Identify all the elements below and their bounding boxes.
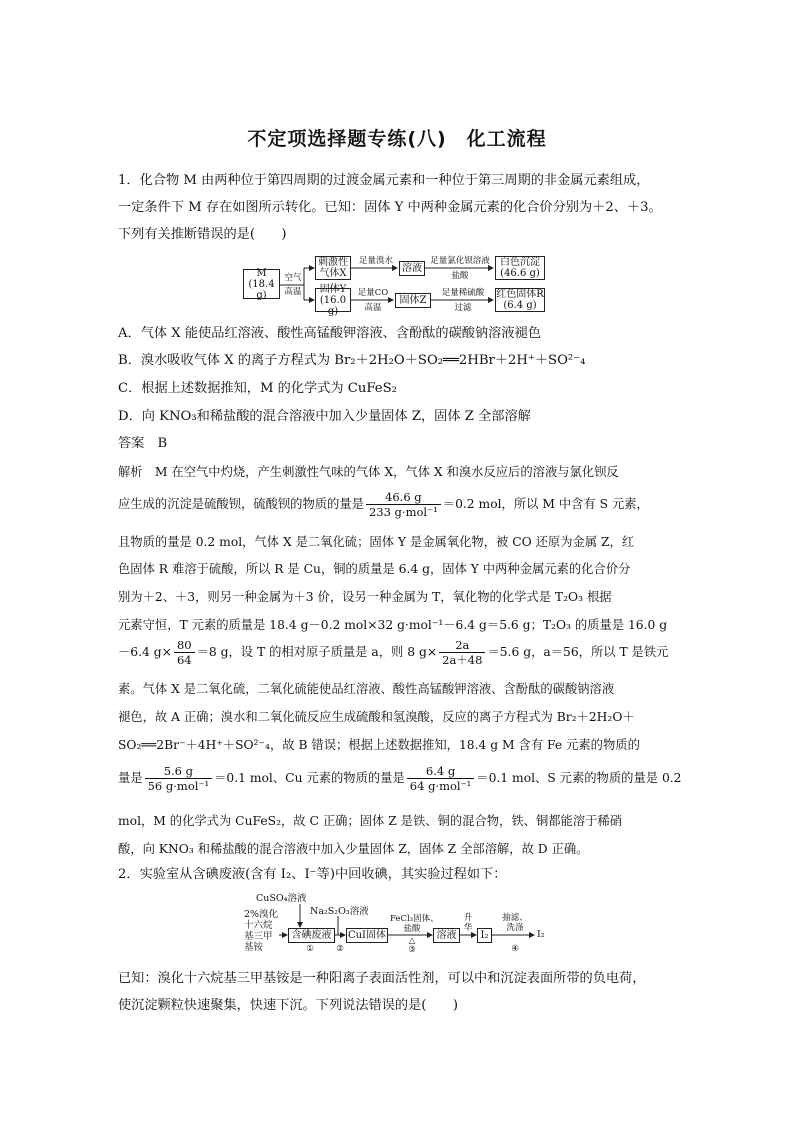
analysis-line-6: 元素守恒，T 元素的质量是 18.4 g－0.2 mol×32 g·mol⁻¹－6.4 g＝5.6 g；T₂O₃ 的质量是 16.0 g: [118, 618, 668, 632]
fraction: [439, 638, 485, 667]
fraction-denominator: 64 g·mol⁻¹: [409, 779, 472, 793]
analysis-text: ＝0.1 mol、Cu 元素的物质的量是: [214, 771, 405, 785]
fecl3-label: FeCl₃固体、: [390, 914, 439, 924]
fraction: [407, 764, 475, 793]
cui-solid-box: CuI固体: [347, 930, 387, 941]
step-2-label: ②: [336, 944, 344, 954]
white-precipitate-box: [495, 256, 545, 280]
q1-stem-line-1: 1．化合物 M 由两种位于第四周期的过渡金属元素和一种位于第三周期的非金属元素组成，: [118, 173, 650, 188]
q1-answer: 答案 B: [118, 436, 168, 451]
hcl-label: 盐酸: [451, 271, 469, 281]
q1-option-a: A．气体 X 能使品红溶液、酸性高锰酸钾溶液、含酚酞的碳酸钠溶液褪色: [118, 326, 541, 341]
reagent-label-2: 十六烷: [244, 920, 273, 931]
co-high-temp-label: 高温: [364, 303, 382, 313]
analysis-text: 量是: [118, 771, 143, 785]
analysis-line-5: 别为＋2、＋3，则另一种金属为＋3 价，设另一种金属为 T，氧化物的化学式是 T₂O₃ 根据: [118, 590, 612, 604]
q2-stem: 2．实验室从含碘废液(含有 I₂、I⁻等)中回收碘，其实验过程如下：: [118, 867, 507, 882]
fraction-denominator: 2a＋48: [442, 653, 483, 667]
solid-y-mass: (16.0 g): [319, 294, 347, 317]
gas-x-box: [315, 256, 351, 280]
bacl2-label: 足量氯化钡溶液: [430, 256, 490, 266]
analysis-line-9: 褪色，故 A 正确；溴水和二氧化硫反应生成硫酸和氢溴酸，反应的离子方程式为 Br₂＋2H₂O＋: [118, 710, 635, 724]
q1-stem-line-3: 下列有关推断错误的是( ): [118, 227, 287, 242]
analysis-line-10: SO₂══2Br⁻＋4H⁺＋SO²⁻₄，故 B 错误；根据上述数据推知，18.4 g M 含有 Fe 元素的物质的: [118, 738, 640, 752]
analysis-text: ＝8 g，设 T 的相对原子质量是 a，则 8 g×: [196, 645, 438, 659]
analysis-text: 应生成的沉淀是硫酸钡，硫酸钡的物质的量是: [118, 497, 364, 511]
filter-wash-label-1: 抽滤、: [502, 913, 528, 923]
sublime-label-2: 华: [463, 923, 473, 933]
iodine-waste-box: 含碘废液: [288, 928, 335, 943]
red-solid-mass: (6.4 g): [503, 300, 537, 311]
sublime-label-1: 升: [463, 913, 473, 923]
fraction-numerator: 2a: [439, 638, 485, 653]
white-precipitate-name: 白色沉淀: [500, 257, 540, 268]
iodine-product-label: I₂: [537, 929, 545, 940]
analysis-line-11: [118, 764, 682, 793]
fraction: [366, 490, 441, 519]
analysis-text: ＝0.1 mol、S 元素的物质的量是 0.2: [476, 771, 682, 785]
gas-x-line-1: 刺激性: [318, 257, 348, 268]
solid-y-box: [315, 283, 351, 317]
step-3-label: ③: [408, 945, 416, 955]
fraction: [174, 638, 195, 667]
fraction-denominator: 233 g·mol⁻¹: [368, 505, 438, 519]
reagent-label-3: 基三甲: [244, 931, 273, 942]
fraction: [145, 764, 213, 793]
iodine-box: I₂: [477, 928, 492, 943]
compound-m-box: [243, 269, 280, 299]
red-solid-box: [495, 288, 545, 312]
cuso4-label: CuSO₄溶液: [256, 893, 307, 904]
solid-y-name: 固体Y: [319, 283, 347, 295]
co-label: 足量CO: [357, 288, 389, 298]
q1-option-d: D．向 KNO₃和稀盐酸的混合溶液中加入少量固体 Z，固体 Z 全部溶解: [118, 409, 531, 424]
white-precipitate-mass: (46.6 g): [500, 268, 540, 279]
gas-x-line-2: 气体X: [319, 268, 347, 279]
hcl-label-2: 盐酸: [403, 924, 421, 934]
analysis-text: ＝0.2 mol，所以 M 中含有 S 元素，: [442, 497, 649, 511]
fraction-numerator: 5.6 g: [145, 764, 213, 779]
compound-m-name: M: [256, 267, 267, 279]
red-solid-name: 红色固体R: [496, 289, 544, 300]
compound-m-mass: (18.4 g): [248, 278, 275, 301]
fraction-denominator: 64: [176, 653, 192, 667]
filter-wash-label-2: 洗涤: [506, 923, 524, 933]
analysis-line-3: 且物质的量是 0.2 mol，气体 X 是二氧化硫；固体 Y 是金属氧化物，被 CO 还原为金属 Z，红: [118, 535, 635, 549]
fraction-numerator: 6.4 g: [407, 764, 475, 779]
reagent-label-4: 基铵: [244, 942, 264, 953]
analysis-line-2: [118, 490, 649, 519]
analysis-line-8: 素。气体 X 是二氧化硫，二氧化硫能使品红溶液、酸性高锰酸钾溶液、含酚酞的碳酸钠溶液: [118, 682, 615, 696]
h2so4-label: 足量稀硫酸: [441, 288, 485, 298]
reagent-label-1: 2%溴化: [244, 909, 279, 920]
analysis-line-1: 解析 M 在空气中灼烧，产生刺激性气味的气体 X，气体 X 和溴水反应后的溶液与氯化钡反: [118, 465, 619, 479]
analysis-text: ＝5.6 g，a＝56，所以 T 是铁元: [487, 645, 669, 659]
q1-flow-diagram: [243, 255, 553, 321]
heat-symbol: △: [408, 936, 416, 946]
analysis-line-4: 色固体 R 难溶于硫酸，所以 R 是 Cu，铜的质量是 6.4 g，固体 Y 中两种金属元素的化合价分: [118, 562, 631, 576]
fraction-denominator: 56 g·mol⁻¹: [147, 779, 210, 793]
q1-option-c: C．根据上述数据推知，M 的化学式为 CuFeS₂: [118, 381, 397, 396]
na2s2o3-label: Na₂S₂O₃溶液: [310, 906, 369, 917]
analysis-line-12: mol，M 的化学式为 CuFeS₂，故 C 正确；固体 Z 是铁、铜的混合物，铁、铜都能溶于稀硝: [118, 814, 623, 828]
fraction-numerator: 46.6 g: [366, 490, 441, 505]
q1-stem-line-2: 一定条件下 M 存在如图所示转化。已知：固体 Y 中两种金属元素的化合价分别为＋2、＋3。: [118, 200, 662, 215]
analysis-line-7: [118, 638, 668, 667]
solution-box-2: 溶液: [433, 928, 460, 943]
step-4-label: ④: [511, 944, 519, 954]
analysis-text: －6.4 g×: [118, 645, 172, 659]
high-temp-label: 高温: [284, 287, 302, 297]
analysis-line-13: 酸，向 KNO₃ 和稀盐酸的混合溶液中加入少量固体 Z，固体 Z 全部溶解，故 D 正确。: [118, 842, 589, 856]
filter-label: 过滤: [454, 303, 472, 313]
solid-z-box: 固体Z: [395, 293, 431, 308]
solution-box: 溶液: [399, 261, 425, 276]
fraction-numerator: 80: [174, 638, 195, 653]
step-1-label: ①: [306, 944, 314, 954]
q2-note-line-1: 已知：溴化十六烷基三甲基铵是一种阳离子表面活性剂，可以中和沉淀表面所带的负电荷，: [118, 971, 646, 986]
q2-note-line-2: 使沉淀颗粒快速聚集，快速下沉。下列说法错误的是( ): [118, 998, 458, 1013]
air-label: 空气: [284, 273, 302, 283]
page-title: 不定项选择题专练(八) 化工流程: [247, 128, 547, 150]
bromine-water-label: 足量溴水: [358, 256, 393, 266]
q2-flow-diagram: [244, 892, 558, 956]
q1-option-b: B．溴水吸收气体 X 的离子方程式为 Br₂＋2H₂O＋SO₂══2HBr＋2H⁺＋SO²⁻₄: [118, 353, 586, 368]
